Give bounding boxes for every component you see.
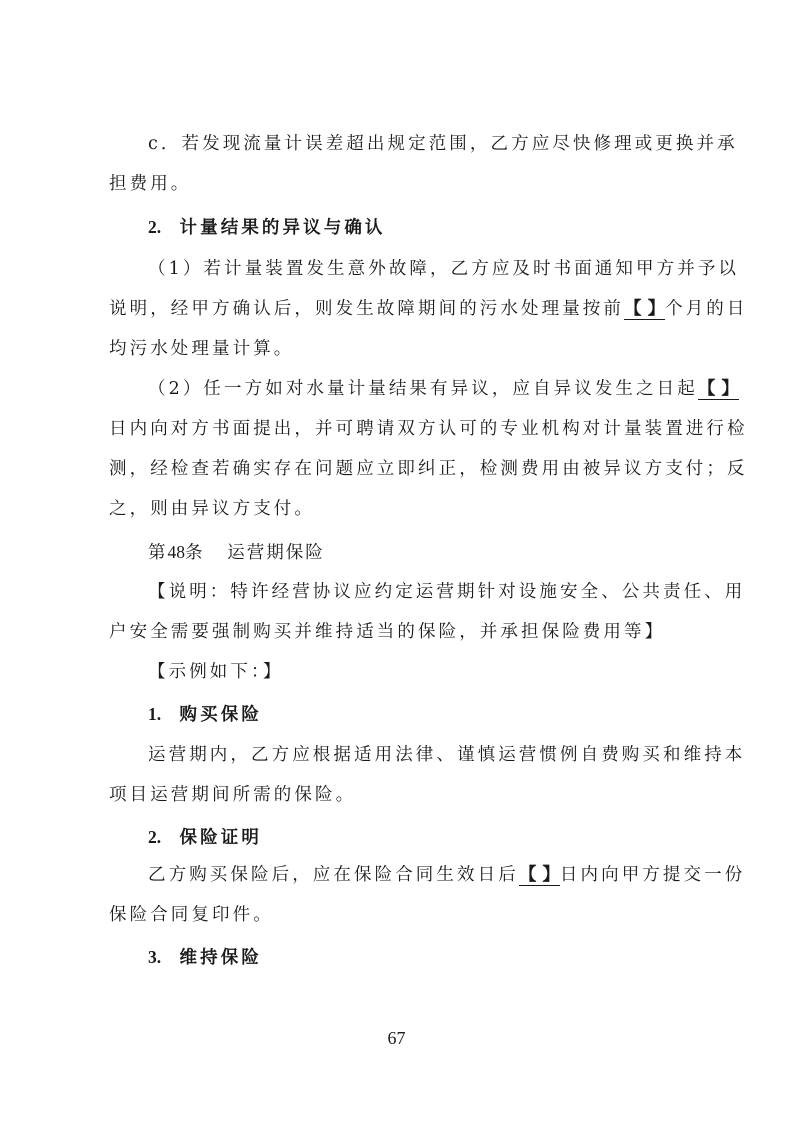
paragraph-line: 乙方购买保险后，应在保险合同生效日后【 】日内向甲方提交一份 xyxy=(148,865,746,885)
paragraph-line: 项目运营期间所需的保险。 xyxy=(109,785,357,805)
note-line: 户安全需要强制购买并维持适当的保险，并承担保险费用等】 xyxy=(109,622,666,642)
section-heading: 3. 维持保险 xyxy=(148,947,262,968)
article-heading: 第48条 运营期保险 xyxy=(148,542,325,563)
paragraph-line: c．若发现流量计误差超出规定范围，乙方应尽快修理或更换并承 xyxy=(148,134,738,154)
page-number: 67 xyxy=(387,1028,406,1048)
fill-in-blank: 【 】 xyxy=(697,379,739,399)
section-heading: 1. 购买保险 xyxy=(148,704,262,725)
paragraph-line: （1）若计量装置发生意外故障，乙方应及时书面通知甲方并予以 xyxy=(148,259,740,279)
fill-in-blank: 【 】 xyxy=(518,865,560,885)
paragraph-line: 日内向对方书面提出，并可聘请双方认可的专业机构对计量装置进行检 xyxy=(109,419,748,439)
paragraph-line: 之，则由异议方支付。 xyxy=(109,499,315,519)
paragraph-line: 说明，经甲方确认后，则发生故障期间的污水处理量按前【 】个月的日 xyxy=(109,299,748,319)
fill-in-blank: 【 】 xyxy=(624,299,666,319)
paragraph-line: 测，经检查若确实存在问题应立即纠正，检测费用由被异议方支付；反 xyxy=(109,459,748,479)
example-label: 【示例如下：】 xyxy=(148,662,284,682)
section-heading: 2. 计量结果的异议与确认 xyxy=(148,217,386,238)
note-line: 【说明：特许经营协议应约定运营期针对设施安全、公共责任、用 xyxy=(148,582,746,602)
paragraph-line: 均污水处理量计算。 xyxy=(109,339,295,359)
paragraph-line: 担费用。 xyxy=(109,174,192,194)
section-heading: 2. 保险证明 xyxy=(148,827,262,848)
paragraph-line: （2）任一方如对水量计量结果有异议，应自异议发生之日起【 】 xyxy=(148,379,739,399)
paragraph-line: 运营期内，乙方应根据适用法律、谨慎运营惯例自费购买和维持本 xyxy=(148,745,746,765)
paragraph-line: 保险合同复印件。 xyxy=(109,905,274,925)
